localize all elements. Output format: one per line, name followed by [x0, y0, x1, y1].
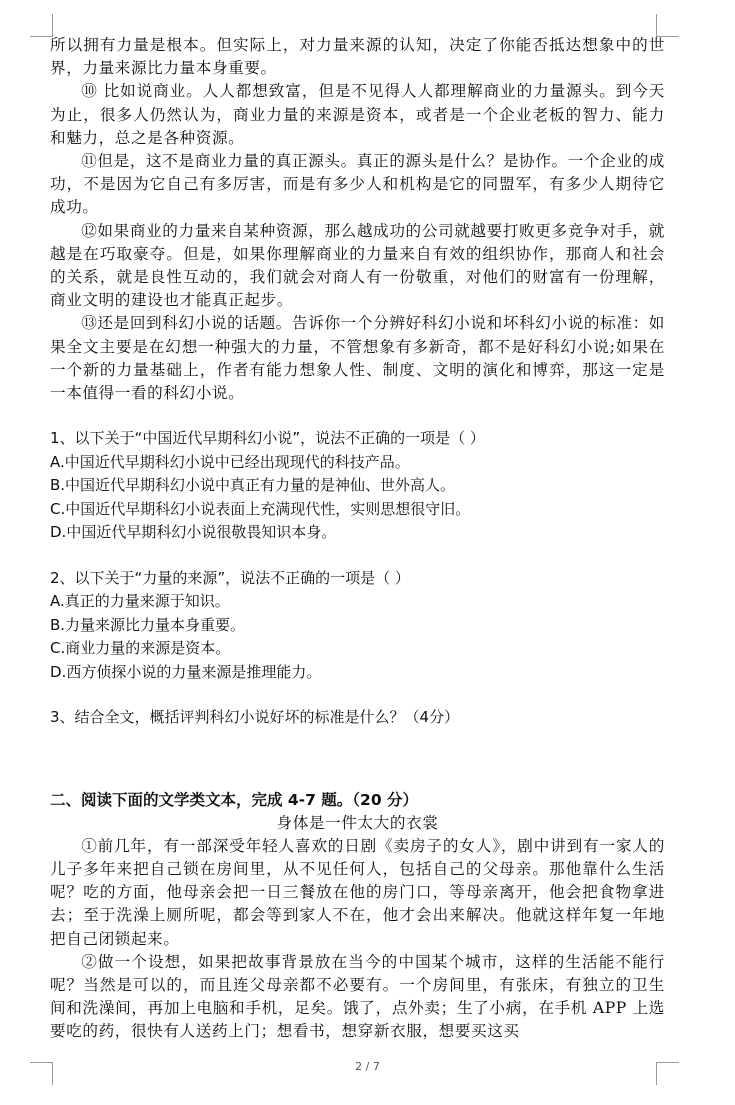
passage-paragraph-continued: 所以拥有力量是根本。但实际上，对力量来源的认知，决定了你能否抵达想象中的世界，力量来源比力量本身重要。 [50, 36, 665, 78]
question-1-option-b: B.中国近代早期科幻小说中真正有力量的是神仙、世外高人。 [50, 476, 456, 495]
question-1-option-c: C.中国近代早期科幻小说表面上充满现代性，实则思想很守旧。 [50, 499, 471, 518]
passage-title: 身体是一件太大的衣裳 [276, 813, 439, 832]
passage-paragraph-11: ⑪但是，这不是商业力量的真正源头。真正的源头是什么？是协作。一个企业的成功，不是因为它自己有多厉害，而是有多少人和机构是它的同盟军，有多少人期待它成功。 [50, 152, 665, 217]
question-1-option-a: A.中国近代早期科幻小说中已经出现现代的科技产品。 [50, 452, 410, 471]
question-2-option-a: A.真正的力量来源于知识。 [50, 592, 230, 611]
question-2-option-c: C.商业力量的来源是资本。 [50, 639, 231, 658]
question-3-stem: 3、结合全文，概括评判科幻小说好坏的标准是什么？（4分） [50, 708, 460, 727]
question-1 [50, 427, 665, 545]
story-paragraph-2: ②做一个设想，如果把故事背景放在当今的中国某个城市，这样的生活能不能行呢？当然是可以的，而且连父母亲都不必要有。一个房间里，有张床，有独立的卫生间和洗澡间，再加上电脑和手机，足矣。饿了，点外卖；生了小病，在手机 APP 上选要吃的药，很快有人送药上门；想看书，想穿新衣服，想要买这买 [50, 952, 665, 1041]
page-content [50, 34, 665, 1044]
question-2-option-d: D.西方侦探小说的力量来源是推理能力。 [50, 662, 322, 681]
passage-paragraph-12: ⑫如果商业的力量来自某种资源，那么越成功的公司就越要打败更多竞争对手，就越是在巧取豪夺。但是，如果你理解商业的力量来自有效的组织协作，那商人和社会的关系，就是良性互动的，我们就会对商人有一份敬重，对他们的财富有一份理解，商业文明的建设也才能真正起步。 [50, 221, 665, 310]
question-2 [50, 567, 665, 685]
answer-space [50, 730, 665, 788]
question-1-option-d: D.中国近代早期科幻小说很敬畏知识本身。 [50, 523, 337, 542]
question-1-stem: 1、以下关于“中国近代早期科幻小说”，说法不正确的一项是（ ） [50, 429, 485, 448]
question-3 [50, 706, 665, 730]
story-paragraph-1: ①前几年，有一部深受年轻人喜欢的日剧《卖房子的女人》，剧中讲到有一家人的儿子多年来把自己锁在房间里，从不见任何人，包括自己的父母亲。那他靠什么生活呢？吃的方面，他母亲会把一日三餐放在他的房门口，等母亲离开，他会把食物拿进去；至于洗澡上厕所呢，都会等到家人不在，他才会出来解决。他就这样年复一年地把自己闭锁起来。 [50, 836, 665, 948]
question-2-stem: 2、以下关于“力量的来源”，说法不正确的一项是（ ） [50, 568, 410, 587]
page-number: 2 / 7 [355, 1060, 380, 1073]
passage-paragraph-13: ⑬还是回到科幻小说的话题。告诉你一个分辨好科幻小说和坏科幻小说的标准：如果全文主要是在幻想一种强大的力量，不管想象有多新奇，都不是好科幻小说;如果在一个新的力量基础上，作者有能力想象人性、制度、文明的演化和博弈，那这一定是一本值得一看的科幻小说。 [50, 314, 665, 403]
passage-paragraph-10: ⑩ 比如说商业。人人都想致富，但是不见得人人都理解商业的力量源头。到今天为止，很多人仍然认为，商业力量的来源是资本，或者是一个企业老板的智力、能力和魅力，总之是各种资源。 [50, 82, 665, 147]
question-2-option-b: B.力量来源比力量本身重要。 [50, 615, 246, 634]
section-heading: 二、阅读下面的文学类文本，完成 4-7 题。（20 分） [50, 790, 419, 809]
